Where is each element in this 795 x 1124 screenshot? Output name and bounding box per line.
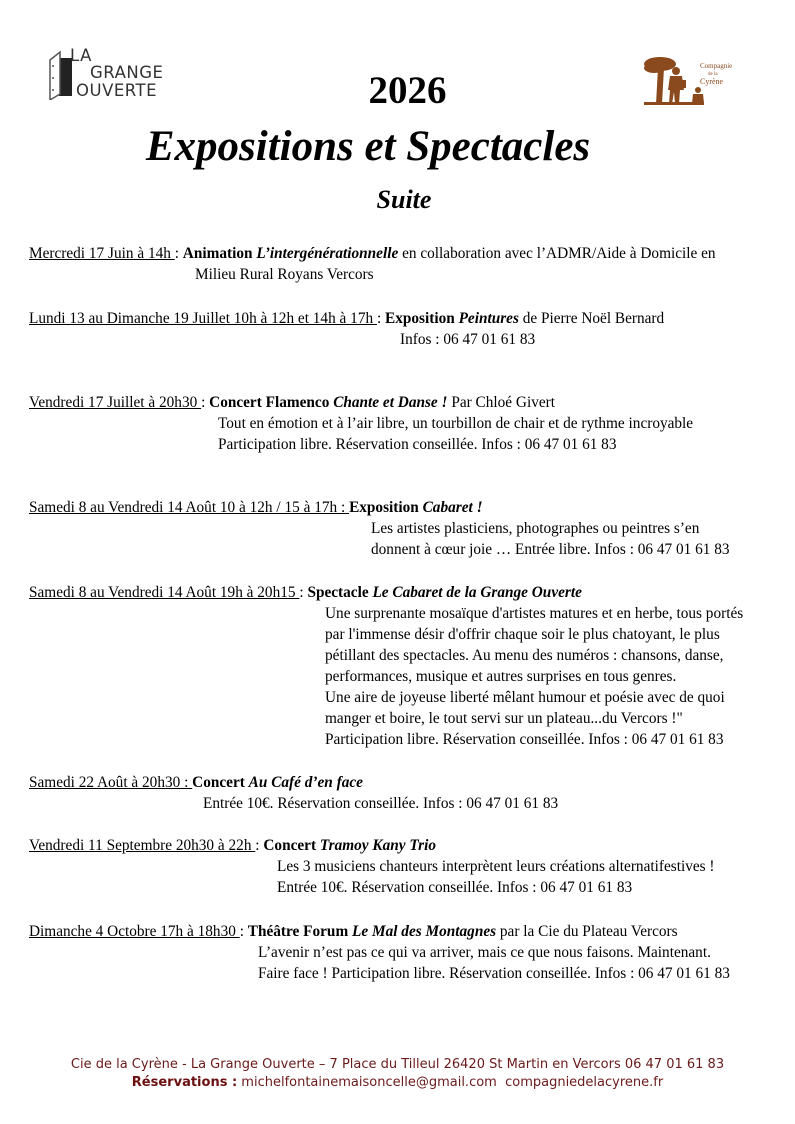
event-detail: Faire face ! Participation libre. Réservation conseillée. Infos : 06 47 01 61 83: [258, 965, 730, 982]
event-type: Spectacle: [307, 584, 373, 601]
event-separator: :: [299, 584, 308, 601]
event-detail: par l'immense désir d'offrir chaque soir le plus chatoyant, le plus: [325, 626, 720, 643]
event-detail: manger et boire, le tout servi sur un plateau...du Vercors !": [325, 710, 683, 727]
event-detail: pétillant des spectacles. Au menu des numéros : chansons, danse,: [325, 647, 724, 664]
event-headline: [29, 392, 555, 413]
event-title: Chante et Danse !: [333, 394, 448, 411]
event-detail: Participation libre. Réservation conseillée. Infos : 06 47 01 61 83: [325, 731, 724, 748]
event-detail: L’avenir n’est pas ce qui va arriver, mais ce que nous faisons. Maintenant.: [258, 944, 711, 961]
event-after-text: de Pierre Noël Bernard: [518, 310, 665, 327]
event-headline: [29, 921, 678, 942]
page-subtitle: Suite: [376, 185, 432, 214]
event-headline: [29, 243, 716, 264]
event-type: Exposition: [349, 499, 423, 516]
footer-address: Cie de la Cyrène - La Grange Ouverte – 7 Place du Tilleul 26420 St Martin en Vercors 06 47 01 61 83: [70, 1057, 725, 1072]
event-detail: Les 3 musiciens chanteurs interprètent leurs créations alternatifestives !: [277, 858, 715, 875]
logo-text-grange: GRANGE: [90, 63, 164, 82]
event-detail: Les artistes plasticiens, photographes ou peintres s’en: [371, 520, 700, 537]
event-detail: Milieu Rural Royans Vercors: [195, 266, 374, 283]
event-headline: [29, 582, 582, 603]
logo-text-ouverte: OUVERTE: [76, 81, 158, 100]
reservations-label: Réservations :: [131, 1075, 238, 1090]
event-title: Au Café d’en face: [248, 774, 363, 791]
event-type: Concert: [192, 774, 249, 791]
event-separator: :: [239, 923, 248, 940]
event-separator: :: [201, 394, 210, 411]
event-after-text: par la Cie du Plateau Vercors: [496, 923, 678, 940]
event-type: Concert Flamenco: [209, 394, 334, 411]
event-date: Samedi 22 Août à 20h30 :: [29, 774, 193, 791]
event-headline: [29, 772, 363, 793]
event-after-text: en collaboration avec l’ADMR/Aide à Domicile en: [398, 245, 716, 262]
event-headline: [29, 835, 436, 856]
event-title: L’intergénérationnelle: [256, 245, 399, 262]
footer-email-link[interactable]: michelfontainemaisoncelle@gmail.com: [241, 1075, 497, 1090]
event-headline: [29, 308, 664, 329]
event-detail: Entrée 10€. Réservation conseillée. Infos : 06 47 01 61 83: [203, 795, 559, 812]
logo-text-cyrene: Cyrène: [700, 77, 724, 86]
page-title: Expositions et Spectacles: [145, 123, 591, 170]
event-date: Dimanche 4 Octobre 17h à 18h30: [29, 923, 240, 940]
logo-text-compagnie: Compagnie: [700, 62, 732, 70]
event-headline: [29, 497, 483, 518]
event-detail: Tout en émotion et à l’air libre, un tourbillon de chair et de rythme incroyable: [218, 415, 694, 432]
event-title: Tramoy Kany Trio: [319, 837, 437, 854]
event-separator: :: [255, 837, 264, 854]
event-date: Samedi 8 au Vendredi 14 Août 19h à 20h15: [29, 584, 300, 601]
event-detail: Participation libre. Réservation conseillée. Infos : 06 47 01 61 83: [218, 436, 617, 453]
event-after-text: Par Chloé Givert: [447, 394, 555, 411]
event-title: Cabaret !: [422, 499, 483, 516]
event-date: Lundi 13 au Dimanche 19 Juillet 10h à 12h et 14h à 17h: [29, 310, 377, 327]
logo-text-de-la: de la: [708, 72, 718, 77]
event-detail: Une surprenante mosaïque d'artistes matures et en herbe, tous portés: [325, 605, 744, 622]
event-separator: :: [174, 245, 183, 262]
event-date: Vendredi 17 Juillet à 20h30: [29, 394, 202, 411]
footer-reservations: [0, 1074, 795, 1092]
event-type: Exposition: [385, 310, 459, 327]
event-date: Samedi 8 au Vendredi 14 Août 10 à 12h / 15 à 17h :: [29, 499, 350, 516]
event-detail: donnent à cœur joie … Entrée libre. Infos : 06 47 01 61 83: [371, 541, 730, 558]
event-separator: :: [376, 310, 386, 327]
event-title: Le Cabaret de la Grange Ouverte: [372, 584, 582, 601]
logo-text-la: LA: [70, 46, 92, 65]
event-type: Concert: [263, 837, 320, 854]
footer-website-link[interactable]: compagniedelacyrene.fr: [505, 1075, 664, 1090]
event-date: Mercredi 17 Juin à 14h: [29, 245, 175, 262]
event-detail: performances, musique et autres surprises en tous genres.: [325, 668, 677, 685]
event-title: Peintures: [458, 310, 519, 327]
year-heading: 2026: [368, 69, 447, 112]
event-detail: Infos : 06 47 01 61 83: [400, 331, 536, 348]
event-detail: Entrée 10€. Réservation conseillée. Infos : 06 47 01 61 83: [277, 879, 633, 896]
event-title: Le Mal des Montagnes: [352, 923, 497, 940]
event-date: Vendredi 11 Septembre 20h30 à 22h: [29, 837, 256, 854]
event-type: Animation: [182, 245, 257, 262]
event-detail: Une aire de joyeuse liberté mêlant humour et poésie avec de quoi: [325, 689, 725, 706]
event-type: Théâtre Forum: [247, 923, 353, 940]
